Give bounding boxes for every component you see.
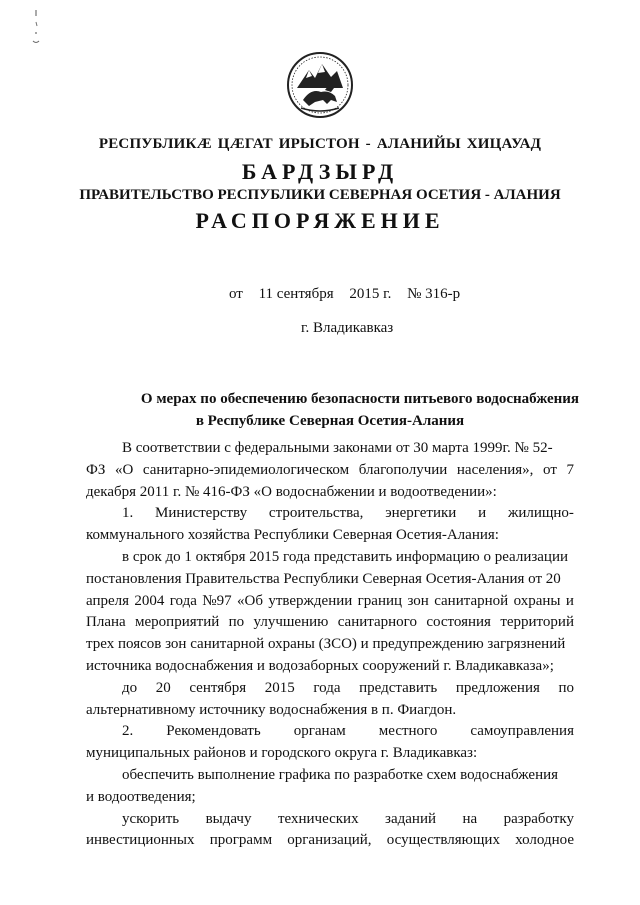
- coat-of-arms-emblem: [285, 50, 355, 120]
- body-word: предложения: [455, 679, 540, 696]
- document-subject: [0, 388, 640, 432]
- body-line: [86, 612, 574, 634]
- city-name: г. Владикавказ: [301, 320, 394, 336]
- body-word: программ: [209, 832, 273, 849]
- document-year: 2015 г.: [349, 286, 392, 302]
- body-word: и: [565, 592, 574, 609]
- body-word: Рекомендовать: [166, 723, 261, 740]
- document-body: [86, 438, 574, 852]
- body-line: [86, 547, 574, 569]
- body-word: ускорить: [122, 810, 180, 827]
- body-line: [86, 591, 574, 613]
- body-word: от: [543, 461, 557, 478]
- body-word: жилищно-: [507, 505, 574, 522]
- body-word: разработку: [503, 810, 574, 827]
- body-word: заданий: [385, 810, 437, 827]
- body-word: утверждении: [268, 592, 353, 609]
- header-ossetian-order: БАРДЗЫРД: [241, 159, 399, 184]
- body-word: «Об: [236, 592, 263, 609]
- date-prefix: от: [229, 286, 243, 302]
- body-line: [86, 700, 574, 722]
- document-date: 11 сентября: [258, 286, 334, 302]
- body-word: по: [228, 614, 245, 631]
- body-word: населения»,: [456, 461, 534, 478]
- body-line: [86, 787, 574, 809]
- body-word: обеспечить выполнение графика по разработке схем водоснабжения: [122, 766, 559, 783]
- body-word: «О: [114, 461, 134, 478]
- body-word: границ: [357, 592, 403, 609]
- header-government-name: ПРАВИТЕЛЬСТВО РЕСПУБЛИКИ СЕВЕРНАЯ ОСЕТИЯ - АЛАНИЯ: [79, 187, 561, 203]
- body-line: [86, 503, 574, 525]
- body-word: холодное: [515, 832, 574, 849]
- body-line: [86, 634, 574, 656]
- body-line: [86, 525, 574, 547]
- body-word: коммунального хозяйства Республики Северная Осетия-Алания:: [86, 527, 499, 544]
- margin-marks: [30, 8, 44, 48]
- body-word: охраны: [513, 592, 561, 609]
- body-word: территорий: [500, 614, 574, 631]
- body-word: до: [122, 679, 138, 696]
- document-number: № 316-р: [407, 286, 461, 302]
- body-line: [86, 438, 574, 460]
- body-word: в срок до 1 октября 2015 года представить информацию о реализации: [122, 548, 569, 565]
- body-line: [86, 765, 574, 787]
- body-word: представить: [359, 679, 438, 696]
- body-word: декабря 2011 г. № 416-ФЗ «О водоснабжении и водоотведении»:: [86, 483, 497, 500]
- body-word: осуществляющих: [386, 832, 500, 849]
- body-word: инвестиционных: [86, 832, 195, 849]
- document-type-title: РАСПОРЯЖЕНИЕ: [195, 208, 445, 233]
- body-word: постановления Правительства Республики Северная Осетия-Алания от 20: [86, 570, 561, 587]
- body-word: по: [558, 679, 574, 696]
- date-line: [229, 286, 472, 303]
- body-line: [86, 656, 574, 678]
- body-word: ФЗ: [86, 461, 106, 478]
- body-word: года: [169, 592, 197, 609]
- body-word: благополучии: [358, 461, 448, 478]
- body-line: [86, 482, 574, 504]
- body-word: муниципальных районов и городского округа г. Владикавказ:: [86, 745, 478, 762]
- body-word: Плана: [86, 614, 126, 631]
- body-word: зон: [407, 592, 429, 609]
- body-line: [86, 830, 574, 852]
- body-line: [86, 743, 574, 765]
- body-word: 2004: [134, 592, 165, 609]
- body-word: апреля: [86, 592, 130, 609]
- body-word: технических: [277, 810, 359, 827]
- body-word: состояния: [426, 614, 491, 631]
- body-word: 20: [155, 679, 171, 696]
- body-word: 2015: [264, 679, 295, 696]
- body-line: [86, 721, 574, 743]
- body-word: самоуправления: [470, 723, 574, 740]
- body-word: В соответствии с федеральными законами от 30 марта 1999г. № 52-: [122, 440, 553, 456]
- body-word: 7: [566, 461, 574, 478]
- body-word: улучшению: [253, 614, 329, 631]
- body-word: местного: [378, 723, 438, 740]
- body-word: организаций,: [287, 832, 372, 849]
- body-word: выдачу: [205, 810, 252, 827]
- body-word: Министерству: [155, 505, 248, 522]
- body-word: 1.: [122, 505, 134, 522]
- body-word: года: [313, 679, 341, 696]
- body-word: сентября: [189, 679, 247, 696]
- body-word: и водоотведения;: [86, 788, 196, 805]
- body-word: альтернативному источнику водоснабжения в п. Фиагдон.: [86, 701, 457, 718]
- body-line: [86, 460, 574, 482]
- body-line: [86, 678, 574, 700]
- body-word: санитарного: [337, 614, 417, 631]
- body-word: энергетики: [385, 505, 457, 522]
- body-word: №97: [202, 592, 232, 609]
- body-line: [86, 809, 574, 831]
- body-word: санитарной: [434, 592, 509, 609]
- body-word: мероприятий: [135, 614, 220, 631]
- body-word: строительства,: [268, 505, 364, 522]
- subject-line-1: О мерах по обеспечению безопасности питьевого водоснабжения: [140, 391, 580, 407]
- body-word: 2.: [122, 723, 134, 740]
- body-word: санитарно-эпидемиологическом: [142, 461, 350, 478]
- body-word: источника водоснабжения и водозаборных сооружений г. Владикавказа»;: [86, 657, 554, 674]
- body-word: трех поясов зон санитарной охраны (ЗСО) и предупреждению загрязнений: [86, 636, 566, 653]
- body-word: и: [478, 505, 487, 522]
- body-word: на: [462, 810, 478, 827]
- header-ossetian-government: РЕСПУБЛИКӔ ЦӔГАТ ИРЫСТОН - АЛАНИЙЫ ХИЦАУАД: [98, 136, 542, 152]
- body-line: [86, 569, 574, 591]
- subject-line-2: в Республике Северная Осетия-Алания: [195, 413, 465, 429]
- body-word: органам: [293, 723, 346, 740]
